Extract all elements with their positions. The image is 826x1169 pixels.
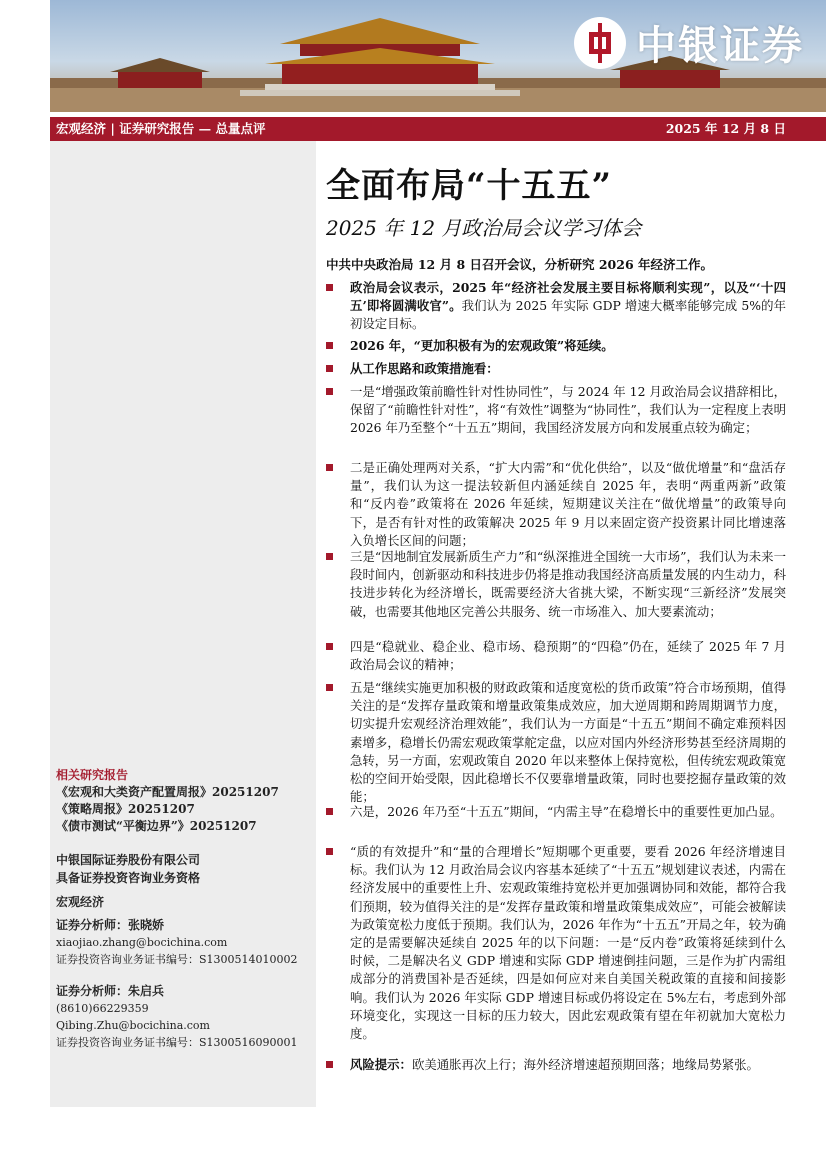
bullet-text: 三是“因地制宜发展新质生产力”和“纵深推进全国统一大市场”，我们认为未来一段时间内，创新驱动和科技进步仍将是推动我国经济高质量发展的内生动力，科技进步转化为经济增长，既需要经济大省挑大梁，不断实现“三新经济”发展突破，也需要其他地区完善公共服务、统一市场准入、加大要素流动；: [350, 549, 786, 619]
analyst-title: 证券分析师：张晓娇: [56, 918, 165, 932]
analyst-license: 证券投资咨询业务证书编号：S1300516090001: [56, 1036, 298, 1049]
header-banner: [50, 0, 826, 112]
bullet-bold: 政治局会议表示，2025 年“经济社会发展主要目标将顺利实现”，以及“‘十四五’即将圆满收官”。: [350, 280, 786, 314]
bullet-square-icon: [326, 848, 333, 855]
related-report-item[interactable]: 《债市测试“平衡边界”》20251207: [56, 819, 257, 833]
analyst-email[interactable]: xiaojiao.zhang@bocichina.com: [56, 936, 228, 949]
company-info: [56, 851, 200, 911]
bullet-square-icon: [326, 388, 333, 395]
bullet-text: 四是“稳就业、稳企业、稳市场、稳预期”的“四稳”仍在，延续了 2025 年 7 月政治局会议的精神；: [350, 639, 786, 673]
related-report-item[interactable]: 《宏观和大类资产配置周报》20251207: [56, 785, 279, 799]
brand-name: 中银证券: [636, 23, 804, 69]
boc-logo-icon: [574, 17, 626, 69]
bullet-item: [326, 679, 786, 806]
report-subtitle: 2025 年 12 月政治局会议学习体会: [326, 216, 642, 240]
bullet-item: [326, 803, 786, 821]
lead-sentence: 中共中央政治局 12 月 8 日召开会议，分析研究 2026 年经济工作。: [326, 257, 713, 272]
bullet-square-icon: [326, 342, 333, 349]
bullet-item: [326, 638, 786, 674]
bullet-square-icon: [326, 553, 333, 560]
bullet-square-icon: [326, 684, 333, 691]
bullet-bold: 从工作思路和政策措施看：: [350, 361, 499, 376]
bullet-item: [326, 337, 786, 355]
report-title: 全面布局“十五五”: [326, 166, 613, 206]
bullet-square-icon: [326, 643, 333, 650]
bullet-text: 一是“增强政策前瞻性针对性协同性”，与 2024 年 12 月政治局会议措辞相比，保留了“前瞻性针对性”，将“有效性”调整为“协同性”，我们认为一定程度上表明 2026 年乃至整个“十五五”期间，我国经济发展方向和发展重点较为确定；: [350, 384, 786, 436]
analyst-title: 证券分析师：朱启兵: [56, 984, 165, 998]
bullet-text: 五是“继续实施更加积极的财政政策和适度宽松的货币政策”符合市场预期，值得关注的是“发挥存量政策和增量政策集成效应，加大逆周期和跨周期调节力度，切实提升宏观经济治理效能”，我们认为一方面是“十五五”期间不确定难预料因素增多，稳增长仍需宏观政策掌舵定盘，以应对国内外经济形势甚至经济周期的急转，另一方面，宏观政策自 2020 年以来整体上保持宽松，但传统宏观政策宽松的空间开始受限，因此稳增长不仅要靠增量政策，同时也要挖掘存量政策的效能；: [350, 680, 786, 805]
bullet-bold: 风险提示：: [350, 1057, 412, 1072]
report-category: 宏观经济 | 证券研究报告 — 总量点评: [56, 121, 266, 136]
bullet-text: 二是正确处理两对关系，“扩大内需”和“优化供给”，以及“做优增量”和“盘活存量”，我们认为这一提法较新但内涵延续自 2025 年，表明“两重两新”政策和“反内卷”政策将在 2026 年延续，短期建议关注在“做优增量”的政策导向下，是否有针对性的政策解决 2025 年 9 月以来固定资产投资累计同比增速落入负增长区间的问题；: [350, 460, 786, 548]
analyst-1: [56, 917, 298, 968]
company-name: 中银国际证券股份有限公司: [56, 853, 201, 867]
analyst-email[interactable]: Qibing.Zhu@bocichina.com: [56, 1019, 210, 1032]
bullet-square-icon: [326, 1061, 333, 1068]
report-header-bar: [50, 117, 826, 141]
analyst-phone: (8610)66229359: [56, 1002, 149, 1015]
bullet-item: [326, 279, 786, 334]
bullet-text: 我们认为 2025 年实际 GDP 增速大概率能够完成 5%的年初设定目标。: [350, 298, 786, 332]
company-qualification: 具备证券投资咨询业务资格: [56, 871, 201, 885]
research-category: 宏观经济: [56, 895, 105, 909]
related-reports-title: 相关研究报告: [56, 768, 129, 782]
analyst-license: 证券投资咨询业务证书编号：S1300514010002: [56, 953, 298, 966]
related-report-item[interactable]: 《策略周报》20251207: [56, 802, 195, 816]
bullet-square-icon: [326, 284, 333, 291]
related-reports: [56, 767, 279, 835]
bullet-item: [326, 548, 786, 621]
bullet-square-icon: [326, 808, 333, 815]
bullet-item: [326, 383, 786, 438]
bullet-text: 六是，2026 年乃至“十五五”期间，“内需主导”在稳增长中的重要性更加凸显。: [350, 804, 783, 819]
bullet-text: “质的有效提升”和“量的合理增长”短期哪个更重要，要看 2026 年经济增速目标。我们认为 12 月政治局会议内容基本延续了“十五五”规划建议表述，内需在经济发展中的重要性上升、宏观政策维持宽松并更加强调协同和效能，都符合我们预期，较为值得关注的是“发挥存量政策和增量政策集成效应”，可能会被解读为政策宽松力度低于预期。我们认为，2026 年作为“十五五”开局之年，较为确定的是需要解决延续自 2025 年的以下问题：一是“反内卷”政策将延续到什么时候，二是解决名义 GDP 增速和实际 GDP 增速倒挂问题，三是作为扩内需组成部分的消费国补是否延续，四是如何应对来自美国关税政策的直接和间接影响。我们认为 2026 年实际 GDP 增速目标或仍将设定在 5%左右，考虑到外部环境变化，实现这一目标的压力较大，因此宏观政策有望在年初就加大宽松力度。: [350, 844, 786, 1042]
bullet-bold: 2026 年，“更加积极有为的宏观政策”将延续。: [350, 338, 614, 353]
analyst-2: [56, 983, 298, 1051]
bullet-item: [326, 843, 786, 1043]
bullet-item: [326, 459, 786, 550]
brand-logo: [574, 14, 804, 71]
bullet-text: 欧美通胀再次上行；海外经济增速超预期回落；地缘局势紧张。: [411, 1057, 759, 1072]
bullet-square-icon: [326, 365, 333, 372]
report-date: 2025 年 12 月 8 日: [665, 121, 786, 136]
bullet-square-icon: [326, 464, 333, 471]
bullet-item: [326, 1056, 786, 1074]
bullet-item: [326, 360, 786, 378]
